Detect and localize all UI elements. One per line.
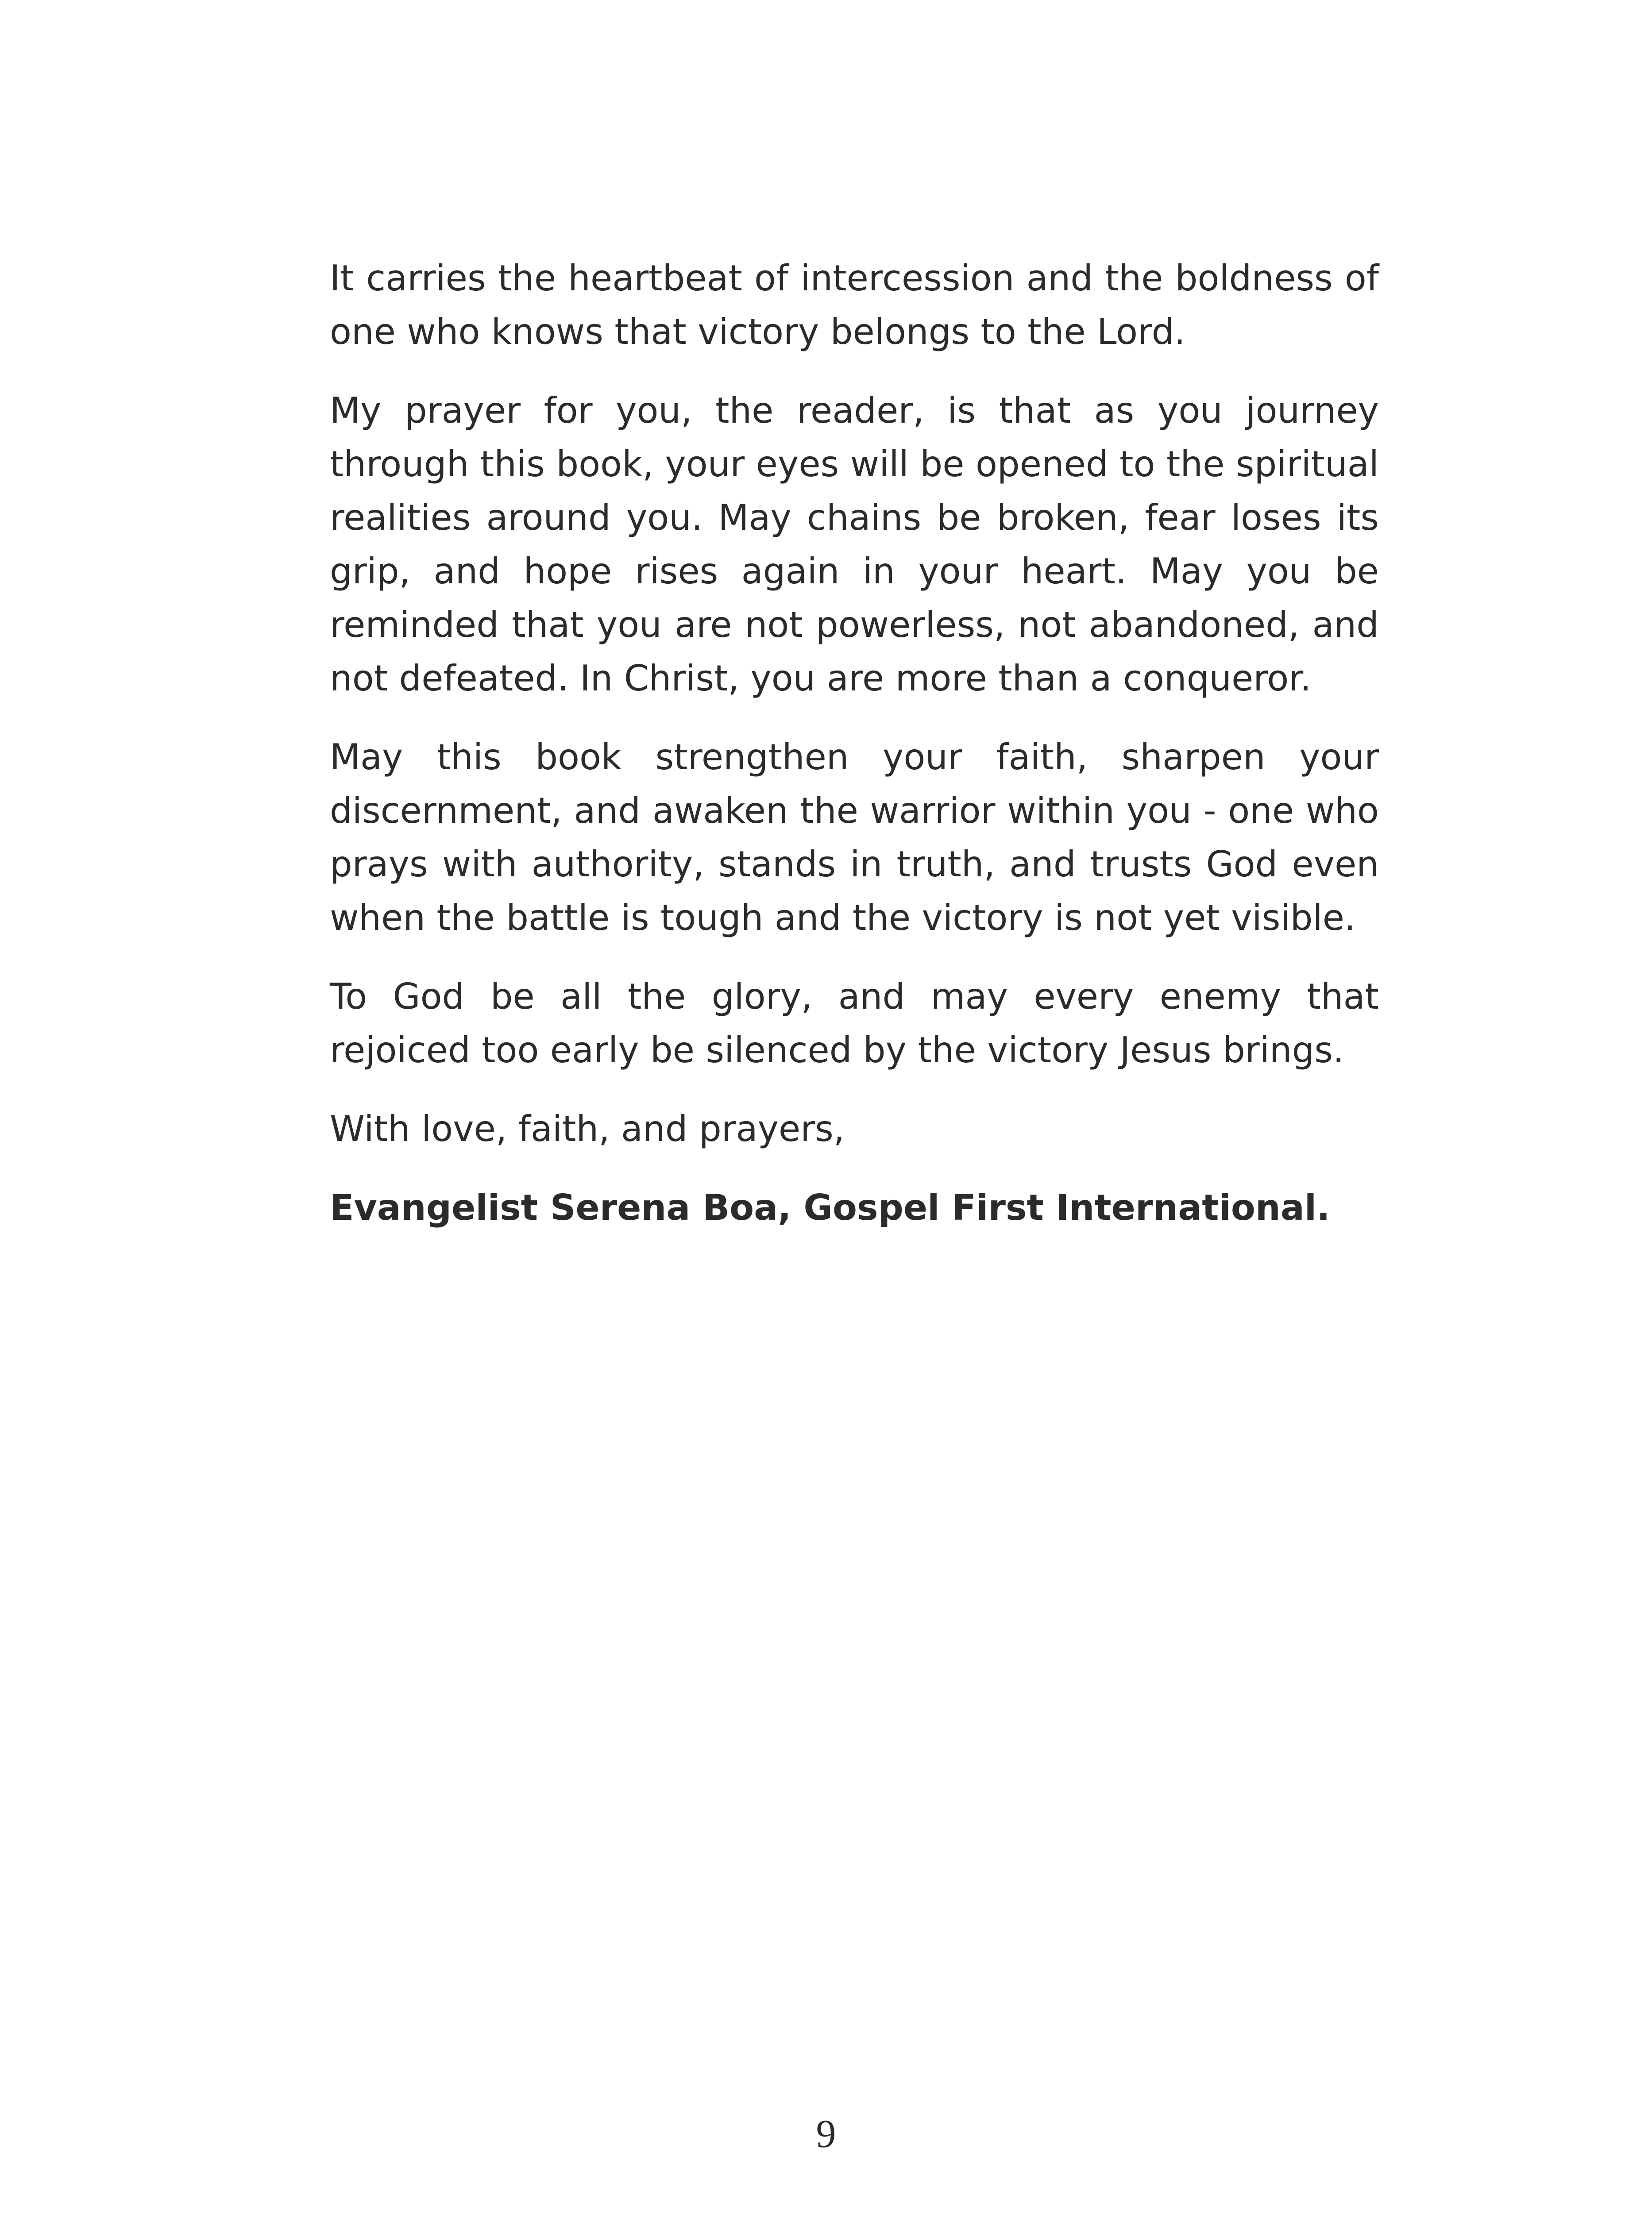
closing-line: With love, faith, and prayers, bbox=[330, 1108, 845, 1149]
paragraph-glory: To God be all the glory, and may every enemy that rejoiced too early be silenced by the victory Jesus brings. bbox=[330, 976, 1379, 1071]
body-text bbox=[330, 251, 1379, 1260]
paragraph-strengthen-faith: May this book strengthen your faith, sharpen your discernment, and awaken the warrior within you - one who prays with authority, stands in truth, and trusts God even when the battle is tough and the victory is not yet visible. bbox=[330, 736, 1379, 938]
paragraph-intercession: It carries the heartbeat of intercession and the boldness of one who knows that victory belongs to the Lord. bbox=[330, 258, 1379, 352]
paragraph-prayer-for-reader: My prayer for you, the reader, is that as you journey through this book, your eyes will be opened to the spiritual realities around you. May chains be broken, fear loses its grip, and hope rises again in your heart. May you be reminded that you are not powerless, not abandoned, and not defeated. In Christ, you are more than a conqueror. bbox=[330, 390, 1379, 699]
page-number: 9 bbox=[816, 2112, 836, 2156]
signature: Evangelist Serena Boa, Gospel First International. bbox=[330, 1187, 1330, 1228]
